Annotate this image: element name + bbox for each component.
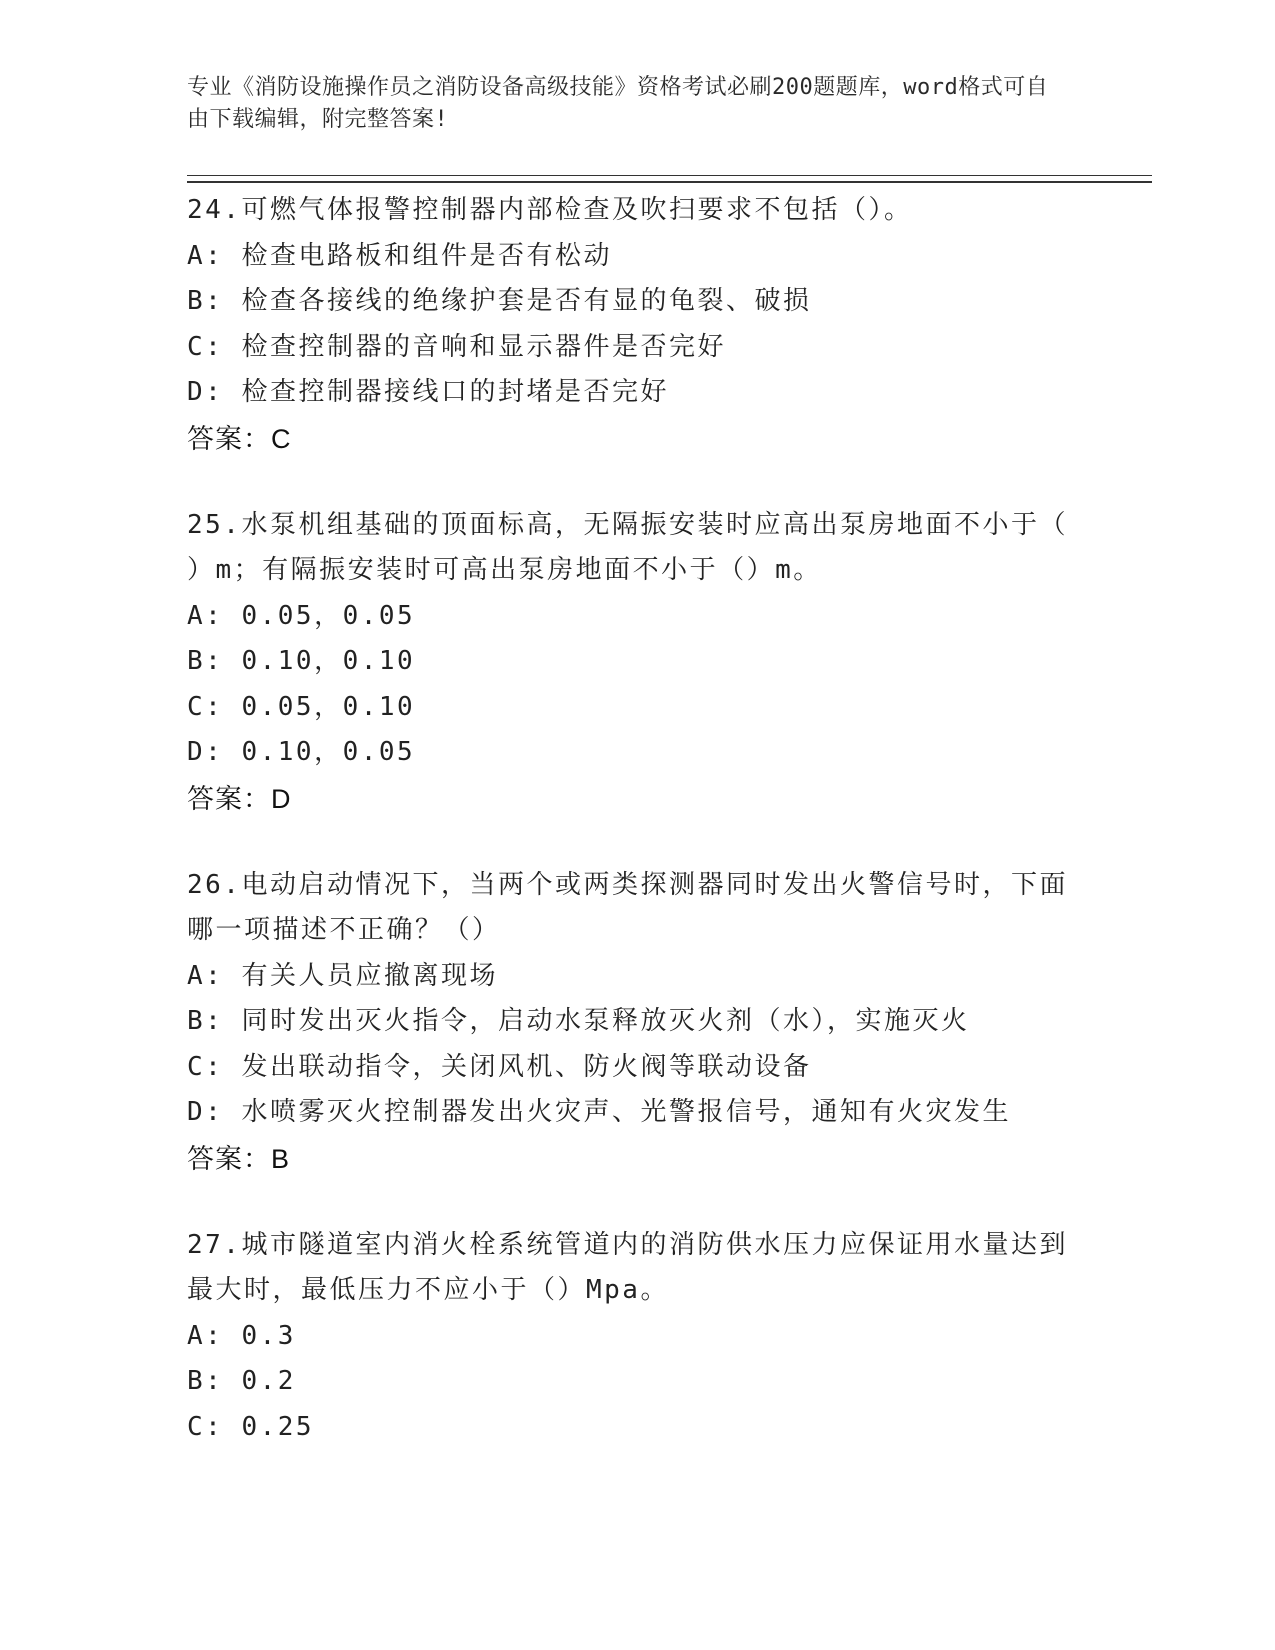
option-a: A: 有关人员应撤离现场	[187, 960, 498, 991]
question-stem-line-2: 最大时，最低压力不应小于（）Mpa。	[187, 1275, 669, 1305]
answer-label: 答案：D	[187, 783, 292, 814]
option-b: B: 检查各接线的绝缘护套是否有显的龟裂、破损	[187, 286, 812, 316]
header-divider-thick	[187, 181, 1152, 183]
document-header: 专业《消防设施操作员之消防设备高级技能》资格考试必刷200题题库，word格式可自由下载编辑，附完整答案!	[187, 75, 1049, 132]
answer-label: 答案：B	[187, 1143, 291, 1174]
option-b: B: 0.2	[187, 1366, 296, 1396]
question-stem-line-1: 27.城市隧道室内消火栓系统管道内的消防供水压力应保证用水量达到	[187, 1229, 1068, 1260]
question-list	[187, 188, 1087, 1491]
option-d: D: 检查控制器接线口的封堵是否完好	[187, 377, 669, 407]
question-stem-line-2: ）m；有隔振安装时可高出泵房地面不小于（）m。	[187, 555, 822, 585]
question-26	[187, 863, 1087, 1182]
option-c: C: 0.25	[187, 1411, 315, 1442]
question-stem-line-1: 26.电动启动情况下，当两个或两类探测器同时发出火警信号时，下面	[187, 869, 1068, 900]
option-c: C: 检查控制器的音响和显示器件是否完好	[187, 331, 726, 362]
question-stem-line-2: 哪一项描述不正确？（）	[187, 915, 501, 945]
question-27	[187, 1223, 1087, 1451]
header-divider-thin	[187, 175, 1152, 176]
option-c: C: 发出联动指令，关闭风机、防火阀等联动设备	[187, 1051, 812, 1082]
option-b: B: 同时发出灭火指令，启动水泵释放灭火剂（水），实施灭火	[187, 1006, 970, 1036]
option-d: D: 0.10，0.05	[187, 737, 416, 767]
question-stem-line-1: 25.水泵机组基础的顶面标高，无隔振安装时应高出泵房地面不小于（	[187, 509, 1068, 540]
option-a: A: 检查电路板和组件是否有松动	[187, 240, 612, 271]
option-b: B: 0.10，0.10	[187, 646, 416, 676]
question-25	[187, 503, 1087, 822]
answer-label: 答案：C	[187, 423, 292, 454]
question-24	[187, 188, 1087, 462]
option-a: A: 0.05，0.05	[187, 600, 416, 631]
question-stem: 24.可燃气体报警控制器内部检查及吹扫要求不包括（）。	[187, 195, 913, 225]
option-d: D: 水喷雾灭火控制器发出火灾声、光警报信号，通知有火灾发生	[187, 1097, 1011, 1127]
option-a: A: 0.3	[187, 1320, 296, 1351]
option-c: C: 0.05，0.10	[187, 691, 416, 722]
